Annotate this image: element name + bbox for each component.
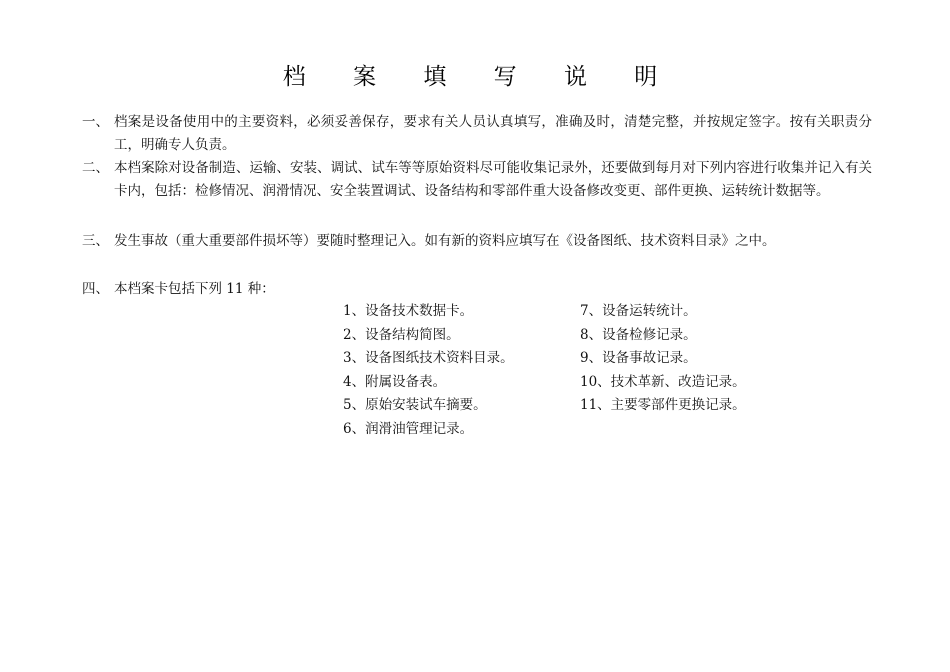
- list-item: 2、设备结构简图。: [343, 326, 460, 343]
- paragraph-number: 二、: [82, 160, 109, 176]
- card-list-left: [343, 300, 514, 441]
- card-list-right: [580, 300, 746, 418]
- list-item: 11、主要零部件更换记录。: [580, 397, 746, 413]
- paragraph-number: 三、: [82, 233, 109, 249]
- list-item: 6、润滑油管理记录。: [343, 420, 474, 437]
- list-item: 3、设备图纸技术资料目录。: [343, 350, 514, 366]
- paragraph-4: [82, 278, 872, 301]
- paragraph-text: 发生事故（重大重要部件损坏等）要随时整理记入。如有新的资料应填写在《设备图纸、技术资料目录》之中。: [114, 233, 776, 249]
- list-item: 8、设备检修记录。: [580, 326, 697, 343]
- list-item: 5、原始安装试车摘要。: [343, 397, 487, 413]
- list-item: 9、设备事故记录。: [580, 350, 697, 366]
- list-item: 10、技术革新、改造记录。: [580, 373, 746, 390]
- list-item: 7、设备运转统计。: [580, 303, 697, 319]
- paragraph-number: 一、: [82, 114, 109, 130]
- paragraph-1: [82, 111, 872, 157]
- paragraph-text: 本档案卡包括下列 11 种：: [114, 281, 275, 297]
- paragraph-2: [82, 157, 872, 203]
- paragraph-number: 四、: [82, 281, 109, 297]
- paragraph-3: [82, 230, 872, 253]
- page-title: 档 案 填 写 说 明: [282, 64, 678, 90]
- paragraph-text: 本档案除对设备制造、运输、安装、调试、试车等等原始资料尽可能收集记录外，还要做到每月对下列内容进行收集并记入有关卡内，包括：检修情况、润滑情况、安全装置调试、设备结构和零部件重大设备修改变更、部件更换、运转统计数据等。: [114, 160, 872, 199]
- list-item: 4、附属设备表。: [343, 373, 447, 390]
- paragraph-text: 档案是设备使用中的主要资料，必须妥善保存，要求有关人员认真填写，准确及时，清楚完整，并按规定签字。按有关职责分工，明确专人负责。: [114, 114, 872, 153]
- list-item: 1、设备技术数据卡。: [343, 303, 474, 319]
